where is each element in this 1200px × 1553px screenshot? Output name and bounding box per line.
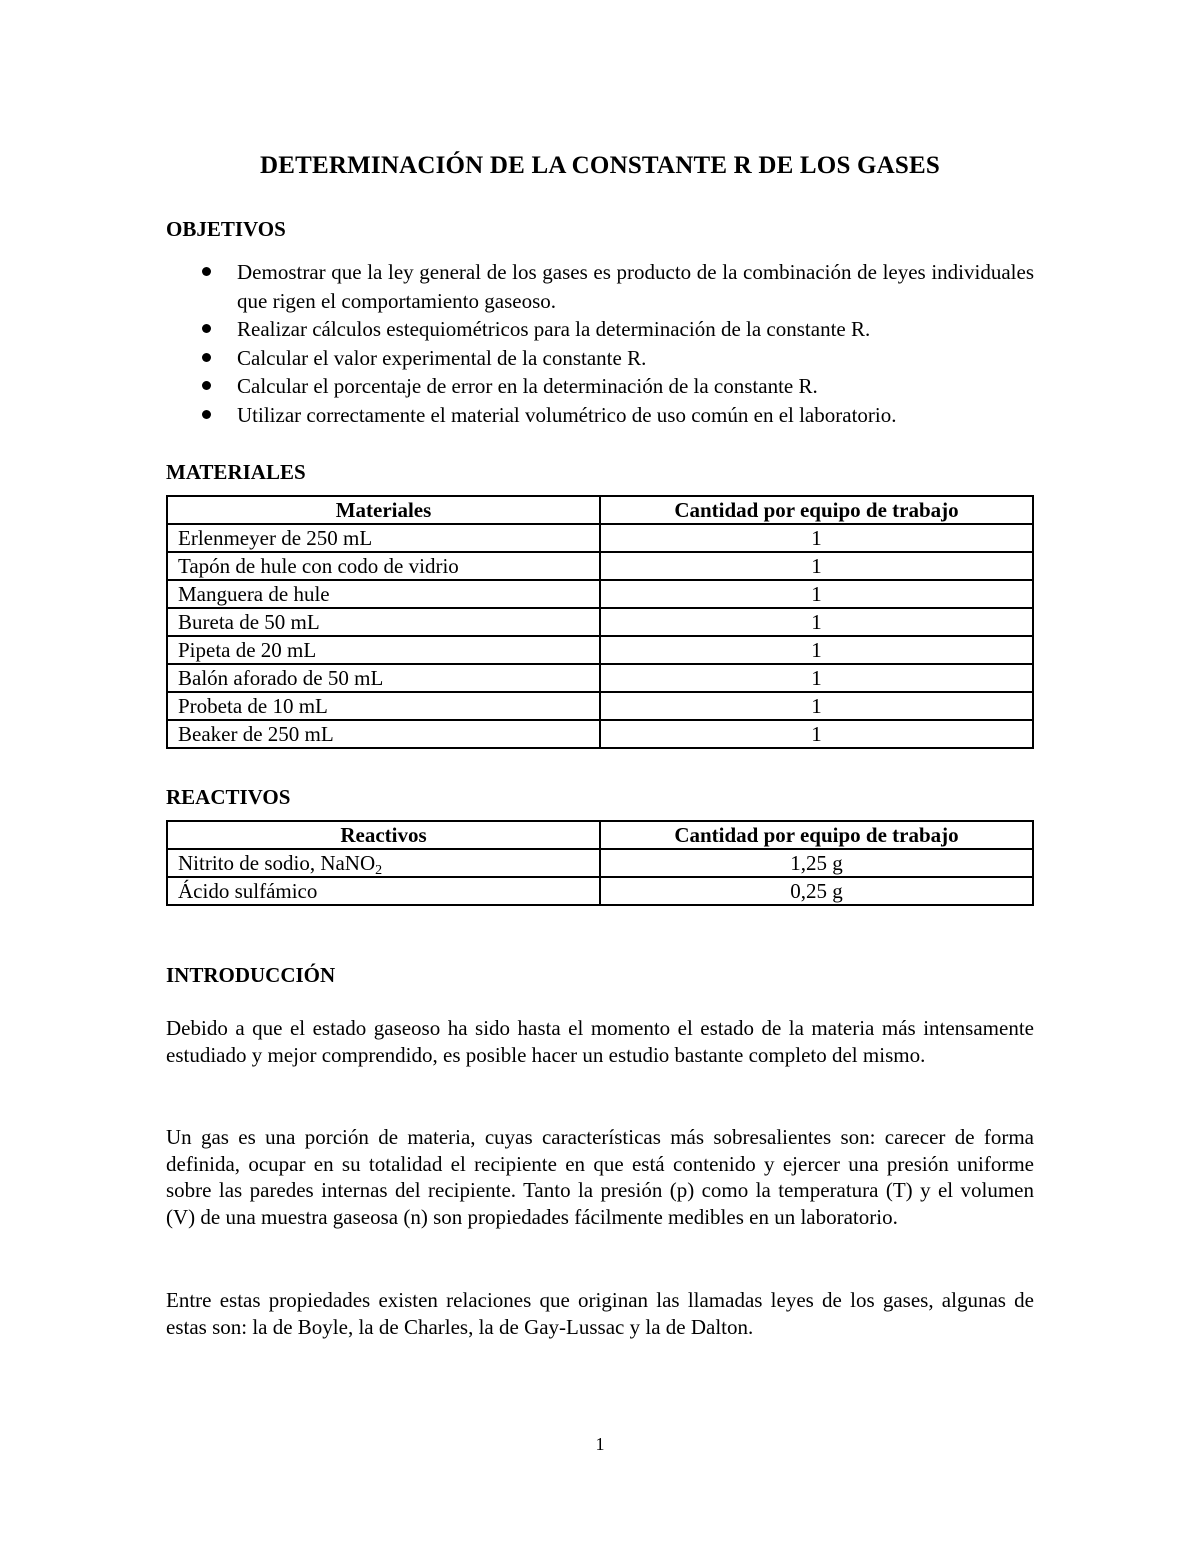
table-header-row — [167, 496, 1033, 524]
materiales-table — [166, 495, 1034, 749]
list-item-text: Calcular el valor experimental de la constante R. — [237, 345, 647, 370]
subscript: 2 — [375, 863, 383, 878]
table-header-row — [167, 821, 1033, 849]
reactivos-heading: REACTIVOS — [166, 785, 291, 809]
list-item-text: Utilizar correctamente el material volumétrico de uso común en el laboratorio. — [237, 402, 897, 427]
list-item-text: Calcular el porcentaje de error en la determinación de la constante R. — [237, 374, 818, 398]
bullet-icon — [202, 353, 211, 362]
materiales-heading: MATERIALES — [166, 460, 306, 484]
bullet-icon — [202, 324, 211, 333]
objetivos-list — [166, 258, 1034, 429]
reactivo-qty: 1,25 g — [600, 849, 1033, 877]
list-item-text: Demostrar que la ley general de los gases es producto de la combinación de leyes individuales que rigen el comportamiento gaseoso. — [237, 260, 1034, 313]
material-name: Manguera de hule — [167, 580, 600, 608]
page-number: 1 — [595, 1434, 605, 1454]
table-row — [167, 849, 1033, 877]
table-row — [167, 524, 1033, 552]
table-row — [167, 877, 1033, 905]
material-qty: 1 — [600, 636, 1033, 664]
list-item — [166, 372, 1034, 401]
table-row — [167, 636, 1033, 664]
material-name: Bureta de 50 mL — [167, 608, 600, 636]
material-qty: 1 — [600, 692, 1033, 720]
material-qty: 1 — [600, 664, 1033, 692]
material-name: Probeta de 10 mL — [167, 692, 600, 720]
column-header-cantidad: Cantidad por equipo de trabajo — [600, 496, 1033, 524]
objetivos-heading: OBJETIVOS — [166, 217, 286, 241]
column-header-cantidad: Cantidad por equipo de trabajo — [600, 821, 1033, 849]
bullet-icon — [202, 410, 211, 419]
intro-paragraph-2: Un gas es una porción de materia, cuyas características más sobresalientes son: carecer de forma definida, ocupar en su totalidad el recipiente en que está contenido y ejercer una presión uniforme sobre las paredes internas del recipiente. Tanto la presión (p) como la temperatura (T) y el volumen (V) de una muestra gaseosa (n) son propiedades fácilmente medibles en un laboratorio. — [166, 1125, 1034, 1230]
column-header-reactivos: Reactivos — [167, 821, 600, 849]
introduccion-heading: INTRODUCCIÓN — [166, 963, 336, 987]
material-qty: 1 — [600, 608, 1033, 636]
material-qty: 1 — [600, 720, 1033, 748]
column-header-materiales: Materiales — [167, 496, 600, 524]
list-item-text: Realizar cálculos estequiométricos para la determinación de la constante R. — [237, 317, 871, 341]
table-row — [167, 692, 1033, 720]
table-row — [167, 580, 1033, 608]
material-name: Balón aforado de 50 mL — [167, 664, 600, 692]
reactivo-name — [167, 849, 600, 877]
bullet-icon — [202, 267, 211, 276]
table-row — [167, 608, 1033, 636]
intro-paragraph-3: Entre estas propiedades existen relaciones que originan las llamadas leyes de los gases, algunas de estas son: la de Boyle, la de Charles, la de Gay-Lussac y la de Dalton. — [166, 1288, 1034, 1339]
table-row — [167, 552, 1033, 580]
material-qty: 1 — [600, 524, 1033, 552]
material-name: Beaker de 250 mL — [167, 720, 600, 748]
reactivos-table — [166, 820, 1034, 906]
bullet-icon — [202, 381, 211, 390]
document-title: DETERMINACIÓN DE LA CONSTANTE R DE LOS GASES — [259, 152, 940, 179]
material-name: Tapón de hule con codo de vidrio — [167, 552, 600, 580]
material-qty: 1 — [600, 580, 1033, 608]
reactivo-qty: 0,25 g — [600, 877, 1033, 905]
material-qty: 1 — [600, 552, 1033, 580]
list-item — [166, 315, 1034, 344]
list-item — [166, 344, 1034, 373]
material-name: Erlenmeyer de 250 mL — [167, 524, 600, 552]
reactivo-name: Ácido sulfámico — [167, 877, 600, 905]
table-row — [167, 664, 1033, 692]
list-item — [166, 258, 1034, 315]
list-item — [166, 401, 1034, 430]
table-row — [167, 720, 1033, 748]
reactivo-name-text: Nitrito de sodio, NaNO — [178, 851, 376, 875]
material-name: Pipeta de 20 mL — [167, 636, 600, 664]
intro-paragraph-1: Debido a que el estado gaseoso ha sido hasta el momento el estado de la materia más intensamente estudiado y mejor comprendido, es posible hacer un estudio bastante completo del mismo. — [166, 1016, 1034, 1067]
